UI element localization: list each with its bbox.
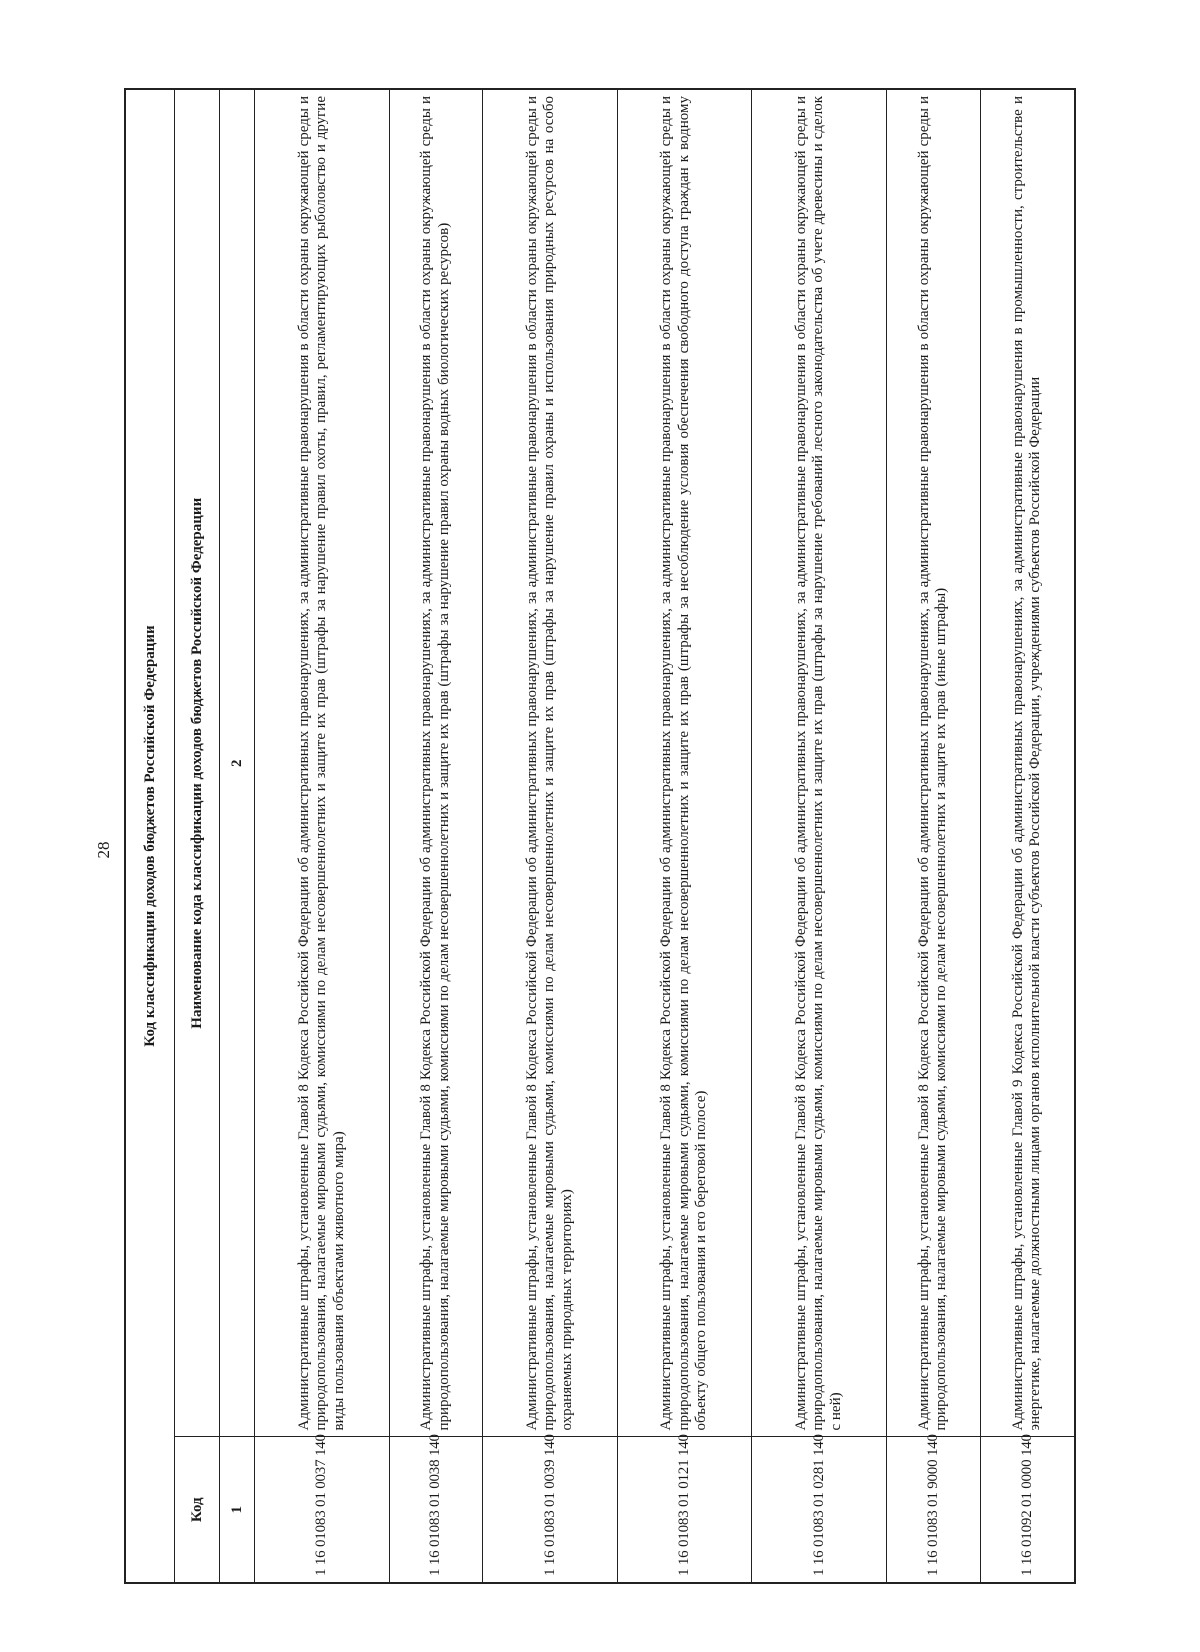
row-description: Административные штрафы, установленные Главой 9 Кодекса Российской Федерации об административных правонарушениях, за административные правонарушения в промышленности, строительстве и энергетике, налагаемые должностными лицами органов исполнительной власти субъектов Российской Федерации, учреждениями субъектов Российской Федерации xyxy=(980,89,1075,1437)
table-header-classification: Код классификации доходов бюджетов Российской Федерации xyxy=(125,89,175,1583)
column-number-1: 1 xyxy=(220,1437,255,1583)
row-code: 1 16 01083 01 0037 140 xyxy=(255,1437,390,1583)
row-description: Административные штрафы, установленные Главой 8 Кодекса Российской Федерации об административных правонарушениях, за административные правонарушения в области охраны окружающей среды и природопользования, налагаемые мировыми судьями, комиссиями по делам несовершеннолетних и защите их прав (штрафы за нарушение правил охоты, правил, регламентирующих рыболовство и другие виды пользования объектами животного мира) xyxy=(255,89,390,1437)
row-description: Административные штрафы, установленные Главой 8 Кодекса Российской Федерации об административных правонарушениях, за административные правонарушения в области охраны окружающей среды и природопользования, налагаемые мировыми судьями, комиссиями по делам несовершеннолетних и защите их прав (штрафы за нарушение правил охраны и использования природных ресурсов на особо охраняемых природных территориях) xyxy=(483,89,618,1437)
revenue-classification-table xyxy=(124,88,1076,1584)
column-number-2: 2 xyxy=(220,89,255,1437)
row-code: 1 16 01083 01 0038 140 xyxy=(389,1437,483,1583)
table-row xyxy=(980,89,1075,1583)
row-description: Административные штрафы, установленные Главой 8 Кодекса Российской Федерации об административных правонарушениях, за административные правонарушения в области охраны окружающей среды и природопользования, налагаемые мировыми судьями, комиссиями по делам несовершеннолетних и защите их прав (штрафы за несоблюдение условия обеспечения свободного доступа граждан к водному объекту общего пользования и его береговой полосе) xyxy=(617,89,752,1437)
table-row xyxy=(752,89,887,1583)
column-header-code: Код xyxy=(175,1437,220,1583)
row-description: Административные штрафы, установленные Главой 8 Кодекса Российской Федерации об административных правонарушениях, за административные правонарушения в области охраны окружающей среды и природопользования, налагаемые мировыми судьями, комиссиями по делам несовершеннолетних и защите их прав (иные штрафы) xyxy=(887,89,981,1437)
row-code: 1 16 01083 01 9000 140 xyxy=(887,1437,981,1583)
row-code: 1 16 01083 01 0121 140 xyxy=(617,1437,752,1583)
table-row xyxy=(389,89,483,1583)
row-description: Административные штрафы, установленные Главой 8 Кодекса Российской Федерации об административных правонарушениях, за административные правонарушения в области охраны окружающей среды и природопользования, налагаемые мировыми судьями, комиссиями по делам несовершеннолетних и защите их прав (штрафы за нарушение требований лесного законодательства об учете древесины и сделок с ней) xyxy=(752,89,887,1437)
page-number: 28 xyxy=(94,841,113,859)
table-row xyxy=(617,89,752,1583)
revenue-code-table-sheet xyxy=(124,88,1076,1584)
table-row xyxy=(483,89,618,1583)
column-header-name: Наименование кода классификации доходов бюджетов Российской Федерации xyxy=(175,89,220,1437)
row-code: 1 16 01092 01 0000 140 xyxy=(980,1437,1075,1583)
row-code: 1 16 01083 01 0281 140 xyxy=(752,1437,887,1583)
row-code: 1 16 01083 01 0039 140 xyxy=(483,1437,618,1583)
table-row xyxy=(255,89,390,1583)
table-row xyxy=(887,89,981,1583)
row-description: Административные штрафы, установленные Главой 8 Кодекса Российской Федерации об административных правонарушениях, за административные правонарушения в области охраны окружающей среды и природопользования, налагаемые мировыми судьями, комиссиями по делам несовершеннолетних и защите их прав (штрафы за нарушение правил охраны водных биологических ресурсов) xyxy=(389,89,483,1437)
